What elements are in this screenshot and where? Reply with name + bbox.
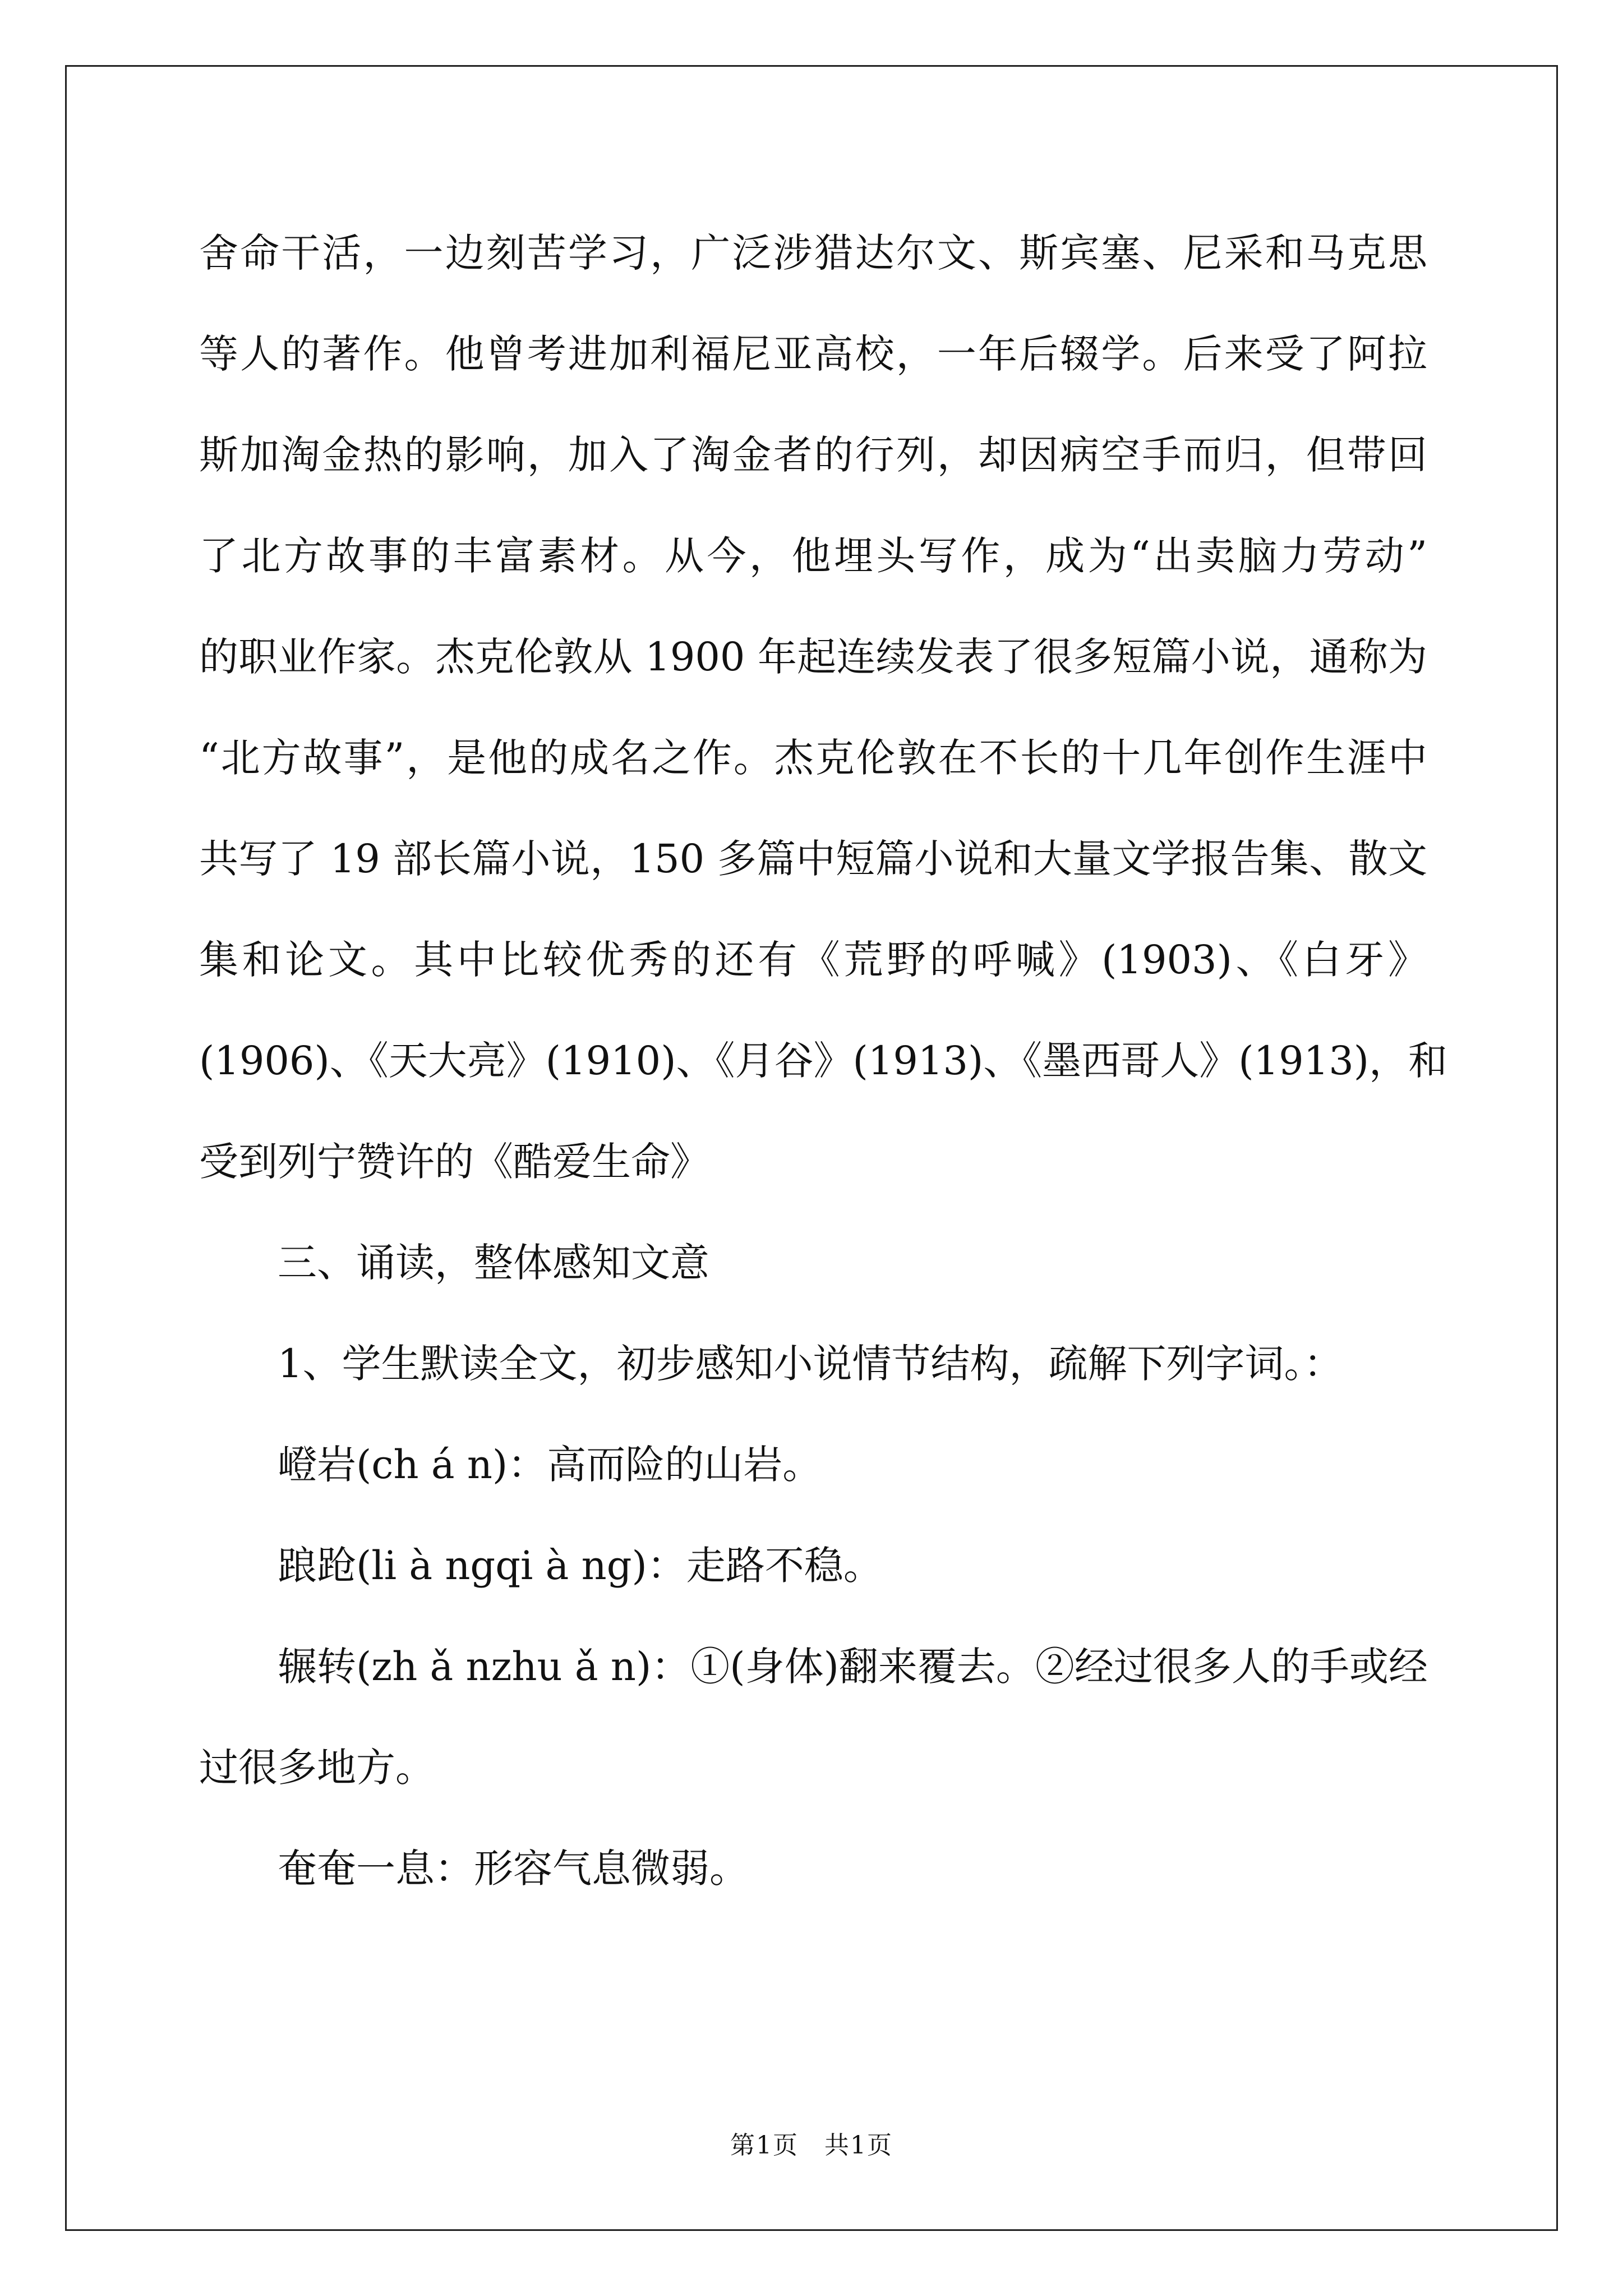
text-line-3: 斯加淘金热的影响，加入了淘金者的行列，却因病空手而归，但带回: [199, 432, 1427, 478]
document-body: [199, 222, 1448, 1939]
text-line-6: “北方故事”，是他的成名之作。杰克伦敦在不长的十几年创作生涯中: [199, 735, 1427, 781]
vocab-item-3-continued: 过很多地方。: [199, 1745, 435, 1791]
text-line-4: 了北方故事的丰富素材。从今，他埋头写作，成为“出卖脑力劳动”: [199, 533, 1427, 579]
text-line-8: 集和论文。其中比较优秀的还有《荒野的呼喊》(1903)、《白牙》: [199, 937, 1427, 983]
text-line-9: (1906)、《天大亮》(1910)、《月谷》(1913)、《墨西哥人》(1913)，和: [199, 1038, 1448, 1084]
text-line-2: 等人的著作。他曾考进加利福尼亚高校，一年后辍学。后来受了阿拉: [199, 331, 1427, 377]
vocab-item-4: 奄奄一息：形容气息微弱。: [278, 1846, 749, 1892]
text-line-7: 共写了 19 部长篇小说，150 多篇中短篇小说和大量文学报告集、散文: [199, 836, 1427, 882]
text-line-5: 的职业作家。杰克伦敦从 1900 年起连续发表了很多短篇小说，通称为: [199, 634, 1427, 680]
text-line-1: 舍命干活，一边刻苦学习，广泛涉猎达尔文、斯宾塞、尼采和马克思: [199, 230, 1427, 276]
page-number: 第1页 共1页: [730, 2131, 893, 2160]
vocab-item-3: 辗转(zh ǎ nzhu ǎ n)：①(身体)翻来覆去。②经过很多人的手或经: [278, 1644, 1428, 1690]
vocab-item-1: 嶝岩(ch á n)：高而险的山岩。: [278, 1442, 822, 1488]
section-heading: 三、诵读，整体感知文意: [278, 1240, 709, 1286]
vocab-item-2: 踉跄(li à ngqi à ng)：走路不稳。: [278, 1543, 883, 1589]
task-instruction: 1、学生默读全文，初步感知小说情节结构，疏解下列字词。：: [278, 1341, 1343, 1387]
text-line-10: 受到列宁赞许的《酷爱生命》: [199, 1139, 709, 1185]
